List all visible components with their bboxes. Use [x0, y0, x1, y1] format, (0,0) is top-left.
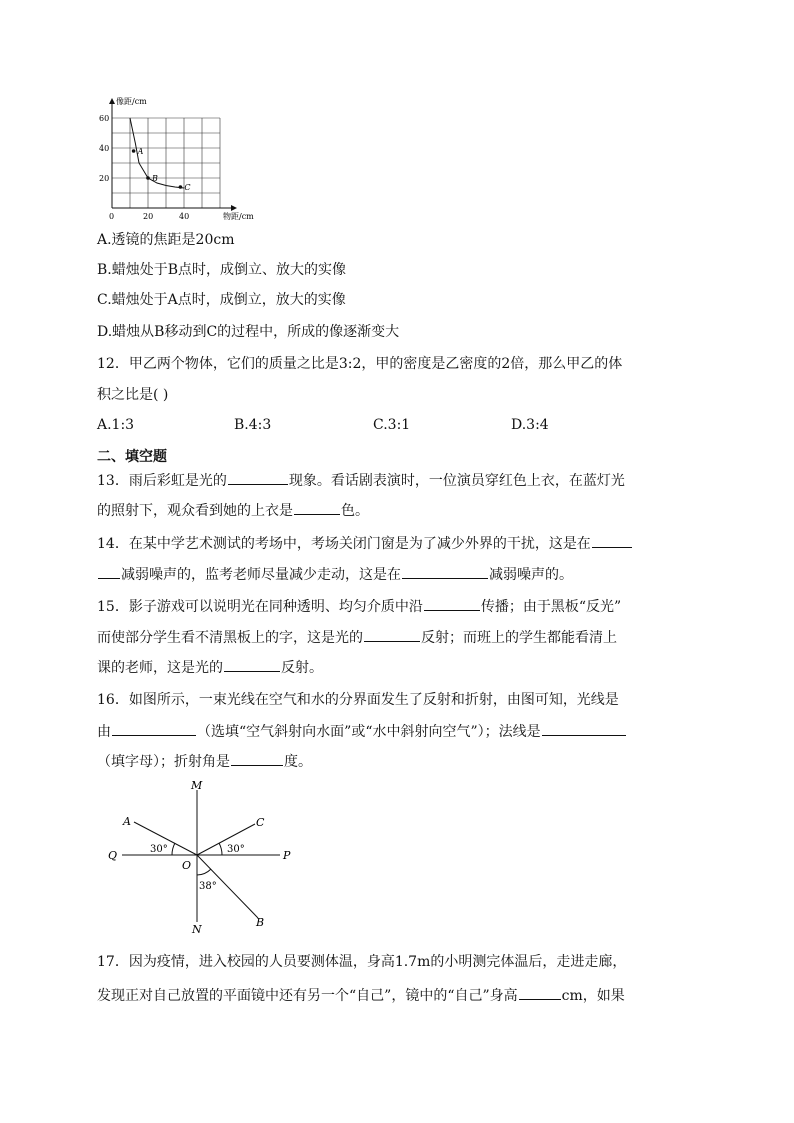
light-ray-diagram [100, 776, 310, 936]
q15-line2 [97, 627, 707, 648]
q14-text-1a: 14．在某中学艺术测试的考场中，考场关闭门窗是为了减少外界的干扰，这是在 [97, 536, 591, 552]
angle-arc-bottom [197, 869, 211, 875]
q15-text-2a: 而使部分学生看不清黑板上的字，这是光的 [97, 630, 363, 646]
y-axis-label: 像距/cm [116, 97, 147, 106]
angle-label-left: 30° [150, 844, 168, 855]
q16-text-3a: （填字母）；折射角是 [97, 754, 230, 770]
x-tick-label: 40 [179, 212, 190, 221]
q15-blank-2[interactable] [364, 627, 420, 642]
y-tick-label: 60 [99, 114, 110, 123]
angle-label-bottom: 38° [199, 881, 217, 892]
angle-arc-left [172, 843, 175, 855]
x-axis-label: 物距/cm [223, 212, 254, 221]
q15-text-3b: 反射。 [281, 660, 323, 676]
q14-line1 [97, 533, 707, 554]
q15-line3 [97, 657, 707, 678]
data-point-a [132, 149, 136, 153]
y-tick-label: 40 [99, 144, 110, 153]
angle-label-right: 30° [227, 844, 245, 855]
q13-line1 [97, 470, 707, 491]
x-tick-label: 20 [143, 212, 154, 221]
chart-axes [109, 98, 237, 211]
q12-option-c[interactable]: C.3:1 [373, 417, 411, 433]
chart-points [132, 147, 191, 192]
q14-blank-1a[interactable] [592, 533, 632, 548]
q16-blank-3[interactable] [231, 751, 283, 766]
label-a: A [123, 815, 131, 828]
q16-text-2b: （选填“空气斜射向水面”或“水中斜射向空气”）；法线是 [197, 724, 541, 740]
q13-text-2a: 的照射下，观众看到她的上衣是 [97, 503, 293, 519]
q11-option-b[interactable]: B.蜡烛处于B点时，成倒立、放大的实像 [97, 262, 347, 278]
q13-text-1a: 13．雨后彩虹是光的 [97, 473, 227, 489]
label-q: Q [108, 849, 118, 862]
section-title-fill-blank: 二、填空题 [97, 449, 167, 465]
x-tick-label: 0 [109, 212, 115, 221]
q16-line2 [97, 721, 707, 742]
label-p: P [283, 849, 291, 862]
q15-blank-3[interactable] [224, 657, 280, 672]
q16-blank-2[interactable] [542, 721, 626, 736]
data-point-c [179, 185, 183, 189]
label-n: N [192, 923, 202, 936]
point-label-c: C [184, 183, 191, 192]
ray-oc [197, 824, 255, 855]
q15-blank-1[interactable] [424, 596, 480, 611]
q11-option-d[interactable]: D.蜡烛从B移动到C的过程中，所成的像逐渐变大 [97, 324, 400, 340]
chart-grid [112, 118, 220, 208]
label-b: B [256, 916, 265, 929]
label-o: O [182, 859, 192, 872]
q15-text-1b: 传播；由于黑板“反光” [480, 599, 622, 615]
image-distance-chart [95, 92, 275, 222]
q17-text-2b: cm，如果 [561, 988, 625, 1004]
q11-option-c[interactable]: C.蜡烛处于A点时，成倒立，放大的实像 [97, 292, 346, 308]
chart-text [99, 96, 254, 221]
label-m: M [191, 779, 203, 792]
q12-stem-line2: 积之比是( ) [97, 387, 169, 403]
q13-text-2b: 色。 [341, 503, 369, 519]
q14-blank-2[interactable] [402, 564, 488, 579]
q12-option-a[interactable]: A.1:3 [97, 417, 135, 433]
q15-line1 [97, 596, 707, 617]
data-point-b [146, 176, 150, 180]
q12-option-b[interactable]: B.4:3 [234, 417, 272, 433]
q16-text-3b: 度。 [284, 754, 312, 770]
x-axis-arrow [231, 205, 237, 211]
q15-text-1a: 15．影子游戏可以说明光在同种透明、均匀介质中沿 [97, 599, 423, 615]
q15-text-2b: 反射；而班上的学生都能看清上 [421, 630, 617, 646]
q11-option-a[interactable]: A.透镜的焦距是20cm [97, 232, 235, 248]
q13-blank-2[interactable] [294, 500, 340, 515]
q17-line1: 17．因为疫情，进入校园的人员要测体温，身高1.7m的小明测完体温后，走进走廊， [97, 954, 627, 970]
q16-line1: 16．如图所示，一束光线在空气和水的分界面发生了反射和折射，由图可知，光线是 [97, 692, 619, 708]
q13-text-1b: 现象。看话剧表演时，一位演员穿红色上衣，在蓝灯光 [288, 473, 625, 489]
q16-text-2a: 由 [97, 724, 111, 740]
q14-text-2a: 减弱噪声的，监考老师尽量减少走动，这是在 [121, 567, 401, 583]
q15-text-3a: 课的老师，这是光的 [97, 660, 223, 676]
label-c: C [256, 816, 265, 829]
q14-line2 [97, 564, 707, 585]
q16-blank-1[interactable] [112, 721, 196, 736]
point-label-b: B [152, 174, 158, 183]
q17-blank-1[interactable] [519, 985, 561, 1000]
q13-blank-1[interactable] [228, 470, 288, 485]
q17-text-2a: 发现正对自己放置的平面镜中还有另一个“自己”，镜中的“自己”身高 [97, 988, 518, 1004]
y-tick-label: 20 [99, 174, 110, 183]
angle-arc-right [219, 843, 222, 855]
q16-line3 [97, 751, 707, 772]
q14-blank-1b[interactable] [98, 564, 120, 579]
q14-text-2b: 减弱噪声的。 [489, 567, 573, 583]
q12-option-d[interactable]: D.3:4 [511, 417, 549, 433]
q12-stem-line1: 12．甲乙两个物体，它们的质量之比是3:2，甲的密度是乙密度的2倍，那么甲乙的体 [97, 356, 623, 372]
q17-line2 [97, 985, 707, 1006]
q13-line2 [97, 500, 707, 521]
y-axis-arrow [109, 98, 115, 104]
point-label-a: A [137, 147, 144, 156]
